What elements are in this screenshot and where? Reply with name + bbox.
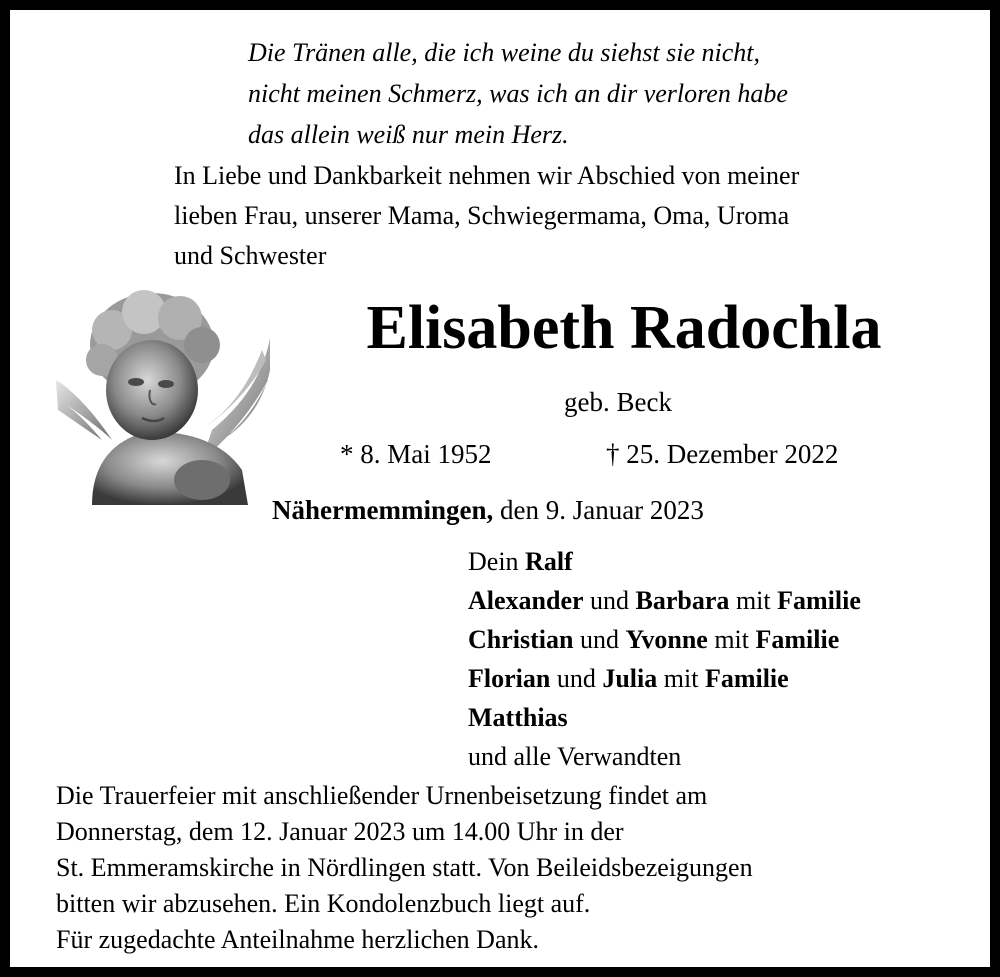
mourner-name: Familie	[777, 586, 861, 615]
mourner-name: Yvonne	[625, 625, 708, 654]
intro-line: In Liebe und Dankbarkeit nehmen wir Abschied von meiner	[174, 161, 800, 190]
poem-line: nicht meinen Schmerz, was ich an dir verloren habe	[248, 79, 788, 108]
mourner-line	[468, 542, 861, 581]
mourner-text: Dein	[468, 547, 526, 576]
notice-date: den 9. Januar 2023	[493, 495, 704, 525]
mourner-line	[468, 698, 861, 737]
mourner-name: Familie	[704, 664, 789, 693]
place-name: Nähermemmingen,	[272, 495, 494, 525]
mourner-line	[468, 620, 861, 659]
poem-quote	[248, 32, 968, 155]
mourner-name: Familie	[755, 625, 840, 654]
mourner-text: mit	[707, 625, 756, 654]
place-and-date	[272, 490, 704, 530]
mourner-text: und	[583, 586, 636, 615]
mourner-name: Florian	[468, 664, 551, 693]
intro-line: und Schwester	[174, 241, 327, 270]
mourner-text: mit	[729, 586, 778, 615]
maiden-name: geb. Beck	[564, 387, 672, 417]
mourner-text: und	[573, 625, 626, 654]
poem-line: das allein weiß nur mein Herz.	[248, 120, 569, 149]
angel-cherub-image	[52, 290, 274, 505]
mourner-name: Alexander	[468, 586, 584, 615]
service-line: St. Emmeramskirche in Nördlingen statt. Von Beileidsbezeigungen	[56, 853, 753, 882]
birth-date: * 8. Mai 1952	[340, 439, 492, 469]
mourners-list	[468, 542, 861, 776]
deceased-name: Elisabeth Radochla	[366, 294, 882, 362]
mourner-name: Christian	[468, 625, 574, 654]
poem-line: Die Tränen alle, die ich weine du siehst sie nicht,	[248, 38, 760, 67]
mourner-line	[468, 659, 861, 698]
angel-icon	[52, 290, 274, 505]
service-line: bitten wir abzusehen. Ein Kondolenzbuch liegt auf.	[56, 889, 591, 918]
service-line: Für zugedachte Anteilnahme herzlichen Dank.	[56, 925, 539, 954]
mourner-line	[468, 581, 861, 620]
mourner-name: Matthias	[468, 703, 568, 732]
mourner-name: Julia	[602, 664, 658, 693]
service-line: Donnerstag, dem 12. Januar 2023 um 14.00 Uhr in der	[56, 817, 624, 846]
intro-line: lieben Frau, unserer Mama, Schwiegermama, Oma, Uroma	[174, 201, 790, 230]
mourner-name: Ralf	[525, 547, 573, 576]
funeral-service-info	[56, 778, 976, 958]
service-line: Die Trauerfeier mit anschließender Urnenbeisetzung findet am	[56, 781, 708, 810]
mourner-text: und	[550, 664, 603, 693]
death-date: † 25. Dezember 2022	[606, 439, 839, 469]
mourner-text: mit	[657, 664, 705, 693]
farewell-intro	[174, 156, 994, 276]
mourner-line: und alle Verwandten	[468, 742, 682, 771]
mourner-name: Barbara	[635, 586, 730, 615]
